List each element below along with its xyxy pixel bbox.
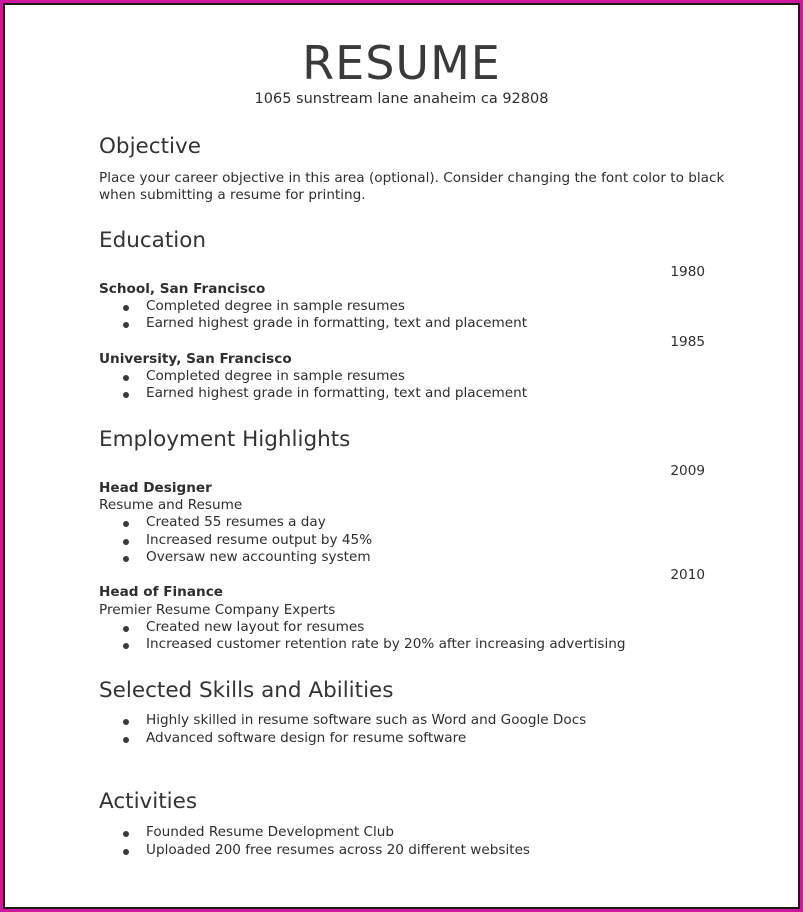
bullet-dot bbox=[123, 392, 129, 398]
education-heading: Education bbox=[99, 228, 207, 253]
bullet-dot bbox=[123, 719, 129, 725]
skills-bullet-1: Highly skilled in resume software such as Word and Google Docs bbox=[146, 712, 587, 728]
bullet-dot bbox=[123, 322, 129, 328]
education-2-bullet-1: Completed degree in sample resumes bbox=[146, 368, 405, 384]
bullet-dot bbox=[123, 643, 129, 649]
employment-year-1: 2009 bbox=[670, 463, 705, 479]
education-year-2: 1985 bbox=[670, 334, 705, 350]
bullet-dot bbox=[123, 849, 129, 855]
education-school-1: School, San Francisco bbox=[99, 281, 266, 297]
objective-line-1: Place your career objective in this area (optional). Consider changing the font color to black bbox=[99, 170, 725, 186]
bullet-dot bbox=[123, 539, 129, 545]
bullet-dot bbox=[123, 375, 129, 381]
bullet-dot bbox=[123, 305, 129, 311]
education-2-bullet-2: Earned highest grade in formatting, text and placement bbox=[146, 385, 528, 401]
job-company-2: Premier Resume Company Experts bbox=[99, 602, 336, 618]
job-title-2: Head of Finance bbox=[99, 584, 223, 600]
job-1-bullet-3: Oversaw new accounting system bbox=[146, 549, 371, 565]
bullet-dot bbox=[123, 737, 129, 743]
job-title-1: Head Designer bbox=[99, 480, 212, 496]
education-1-bullet-1: Completed degree in sample resumes bbox=[146, 298, 405, 314]
job-1-bullet-2: Increased resume output by 45% bbox=[146, 532, 373, 548]
education-1-bullet-2: Earned highest grade in formatting, text and placement bbox=[146, 315, 528, 331]
activities-bullet-2: Uploaded 200 free resumes across 20 different websites bbox=[146, 842, 531, 858]
job-2-bullet-1: Created new layout for resumes bbox=[146, 619, 365, 635]
resume-title: RESUME bbox=[302, 36, 501, 90]
skills-heading: Selected Skills and Abilities bbox=[99, 678, 394, 703]
skills-bullet-2: Advanced software design for resume software bbox=[146, 730, 467, 746]
job-2-bullet-2: Increased customer retention rate by 20% after increasing advertising bbox=[146, 636, 626, 652]
objective-heading: Objective bbox=[99, 134, 201, 159]
job-1-bullet-1: Created 55 resumes a day bbox=[146, 514, 326, 530]
bullet-dot bbox=[123, 626, 129, 632]
job-company-1: Resume and Resume bbox=[99, 497, 243, 513]
activities-bullet-1: Founded Resume Development Club bbox=[146, 824, 394, 840]
bullet-dot bbox=[123, 831, 129, 837]
activities-heading: Activities bbox=[99, 789, 198, 814]
education-year-1: 1980 bbox=[670, 264, 705, 280]
objective-line-2: when submitting a resume for printing. bbox=[99, 187, 366, 203]
employment-heading: Employment Highlights bbox=[99, 427, 351, 452]
address: 1065 sunstream lane anaheim ca 92808 bbox=[254, 91, 549, 107]
bullet-dot bbox=[123, 556, 129, 562]
bullet-dot bbox=[123, 521, 129, 527]
employment-year-2: 2010 bbox=[670, 567, 705, 583]
education-school-2: University, San Francisco bbox=[99, 351, 292, 367]
